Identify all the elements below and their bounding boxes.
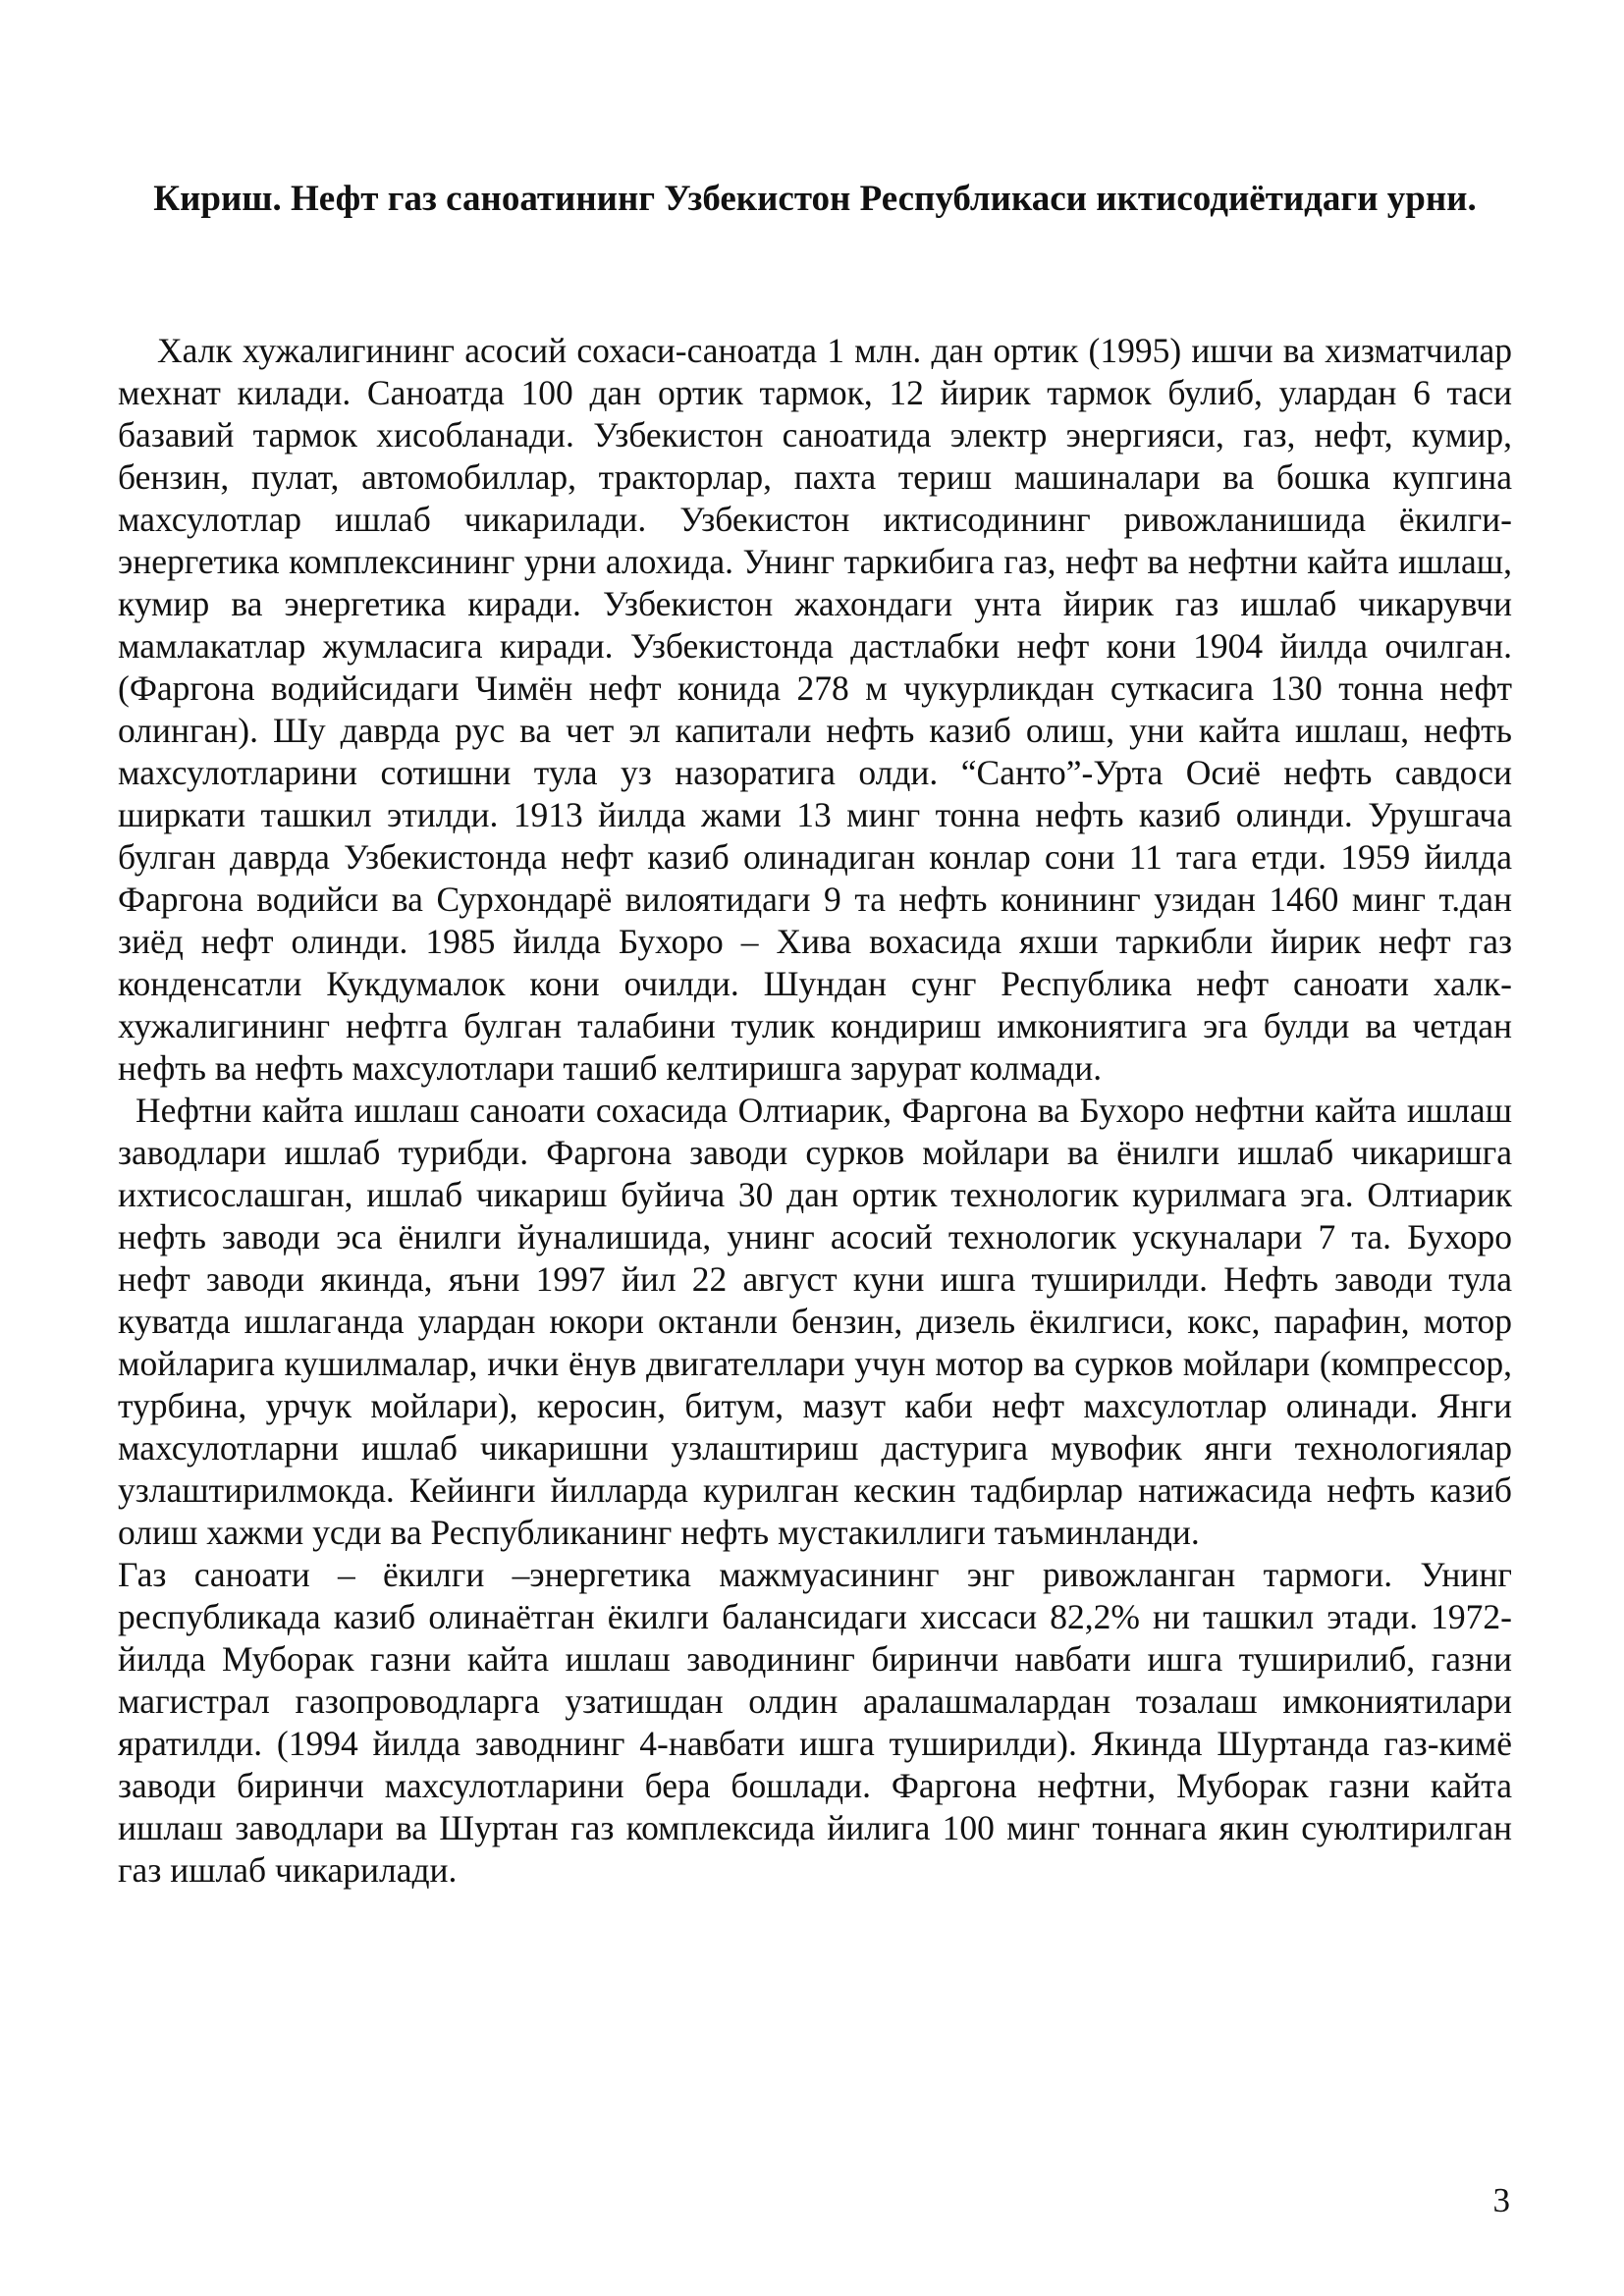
document-title: Кириш. Нефт газ саноатининг Узбекистон Республикаси иктисодиётидаги урни. [153, 179, 1477, 219]
page-number: 3 [1492, 2181, 1510, 2219]
paragraph-gas-industry: Газ саноати – ёкилги –энергетика мажмуасининг энг ривожланган тармоги. Унинг республикада казиб олинаётган ёкилги балансидаги хиссаси 82,2% ни ташкил этади. 1972- йилда Муборак газни кайта ишлаш заводининг биринчи навбати ишга туширилиб, газни магистрал газопроводларга узатишдан олдин аралашмалардан тозалаш имкониятилари яратилди. (1994 йилда заводнинг 4-навбати ишга туширилди). Якинда Шуртанда газ-кимё заводи биринчи махсулотларини бера бошлади. Фаргона нефтни, Муборак газни кайта ишлаш заводлари ва Шуртан газ комплексида йилига 100 минг тоннага якин суюлтирилган газ ишлаб чикарилади. [118, 1555, 1512, 1890]
paragraph-oil-refining: Нефтни кайта ишлаш саноати сохасида Олтиарик, Фаргона ва Бухоро нефтни кайта ишлаш заводлари ишлаб турибди. Фаргона заводи сурков мойлари ва ёнилги ишлаб чикаришга ихтисослашган, ишлаб чикариш буйича 30 дан ортик технологик курилмага эга. Олтиарик нефть заводи эса ёнилги йуналишида, унинг асосий технологик ускуналари 7 та. Бухоро нефт заводи якинда, яъни 1997 йил 22 август куни ишга туширилди. Нефть заводи тула куватда ишлаганда улардан юкори октанли бензин, дизель ёкилгиси, кокс, парафин, мотор мойларига кушилмалар, ички ёнув двигателлари учун мотор ва сурков мойлари (компрессор, турбина, урчук мойлари), керосин, битум, мазут каби нефт махсулотлар олинади. Янги махсулотларни ишлаб чикаришни узлаштириш дастурига мувофик янги технологиялар узлаштирилмокда. Кейинги йилларда курилган кескин тадбирлар натижасида нефть казиб олиш хажми усди ва Республиканинг нефть мустакиллиги таъминланди. [118, 1091, 1512, 1552]
paragraph-industry-overview: Халк хужалигининг асосий сохаси-саноатда 1 млн. дан ортик (1995) ишчи ва хизматчилар мехнат килади. Саноатда 100 дан ортик тармок, 12 йирик тармок булиб, улардан 6 таси базавий тармок хисобланади. Узбекистон саноатида электр энергияси, газ, нефт, кумир, бензин, пулат, автомобиллар, тракторлар, пахта териш машиналари ва бошка купгина махсулотлар ишлаб чикарилади. Узбекистон иктисодининг ривожланишида ёкилги-энергетика комплексининг урни алохида. Унинг таркибига газ, нефт ва нефтни кайта ишлаш, кумир ва энергетика киради. Узбекистон жахондаги унта йирик газ ишлаб чикарувчи мамлакатлар жумласига киради. Узбекистонда дастлабки нефт кони 1904 йилда очилган. (Фаргона водийсидаги Чимён нефт конида 278 м чукурликдан суткасига 130 тонна нефт олинган). Шу даврда рус ва чет эл капитали нефть казиб олиш, уни кайта ишлаш, нефть махсулотларини сотишни тула уз назоратига олди. “Санто”-Урта Осиё нефть савдоси ширкати ташкил этилди. 1913 йилда жами 13 минг тонна нефть казиб олинди. Урушгача булган даврда Узбекистонда нефт казиб олинадиган конлар сони 11 тага етди. 1959 йилда Фаргона водийси ва Сурхондарё вилоятидаги 9 та нефть конининг узидан 1460 минг т.дан зиёд нефт олинди. 1985 йилда Бухоро – Хива вохасида яхши таркибли йирик нефт газ конденсатли Кукдумалок кони очилди. Шундан сунг Республика нефт саноати халк-хужалигининг нефтга булган талабини тулик кондириш имкониятига эга булди ва четдан нефть ва нефть махсулотлари ташиб келтиришга зарурат колмади. [118, 331, 1512, 1088]
document-body [118, 330, 1512, 1892]
